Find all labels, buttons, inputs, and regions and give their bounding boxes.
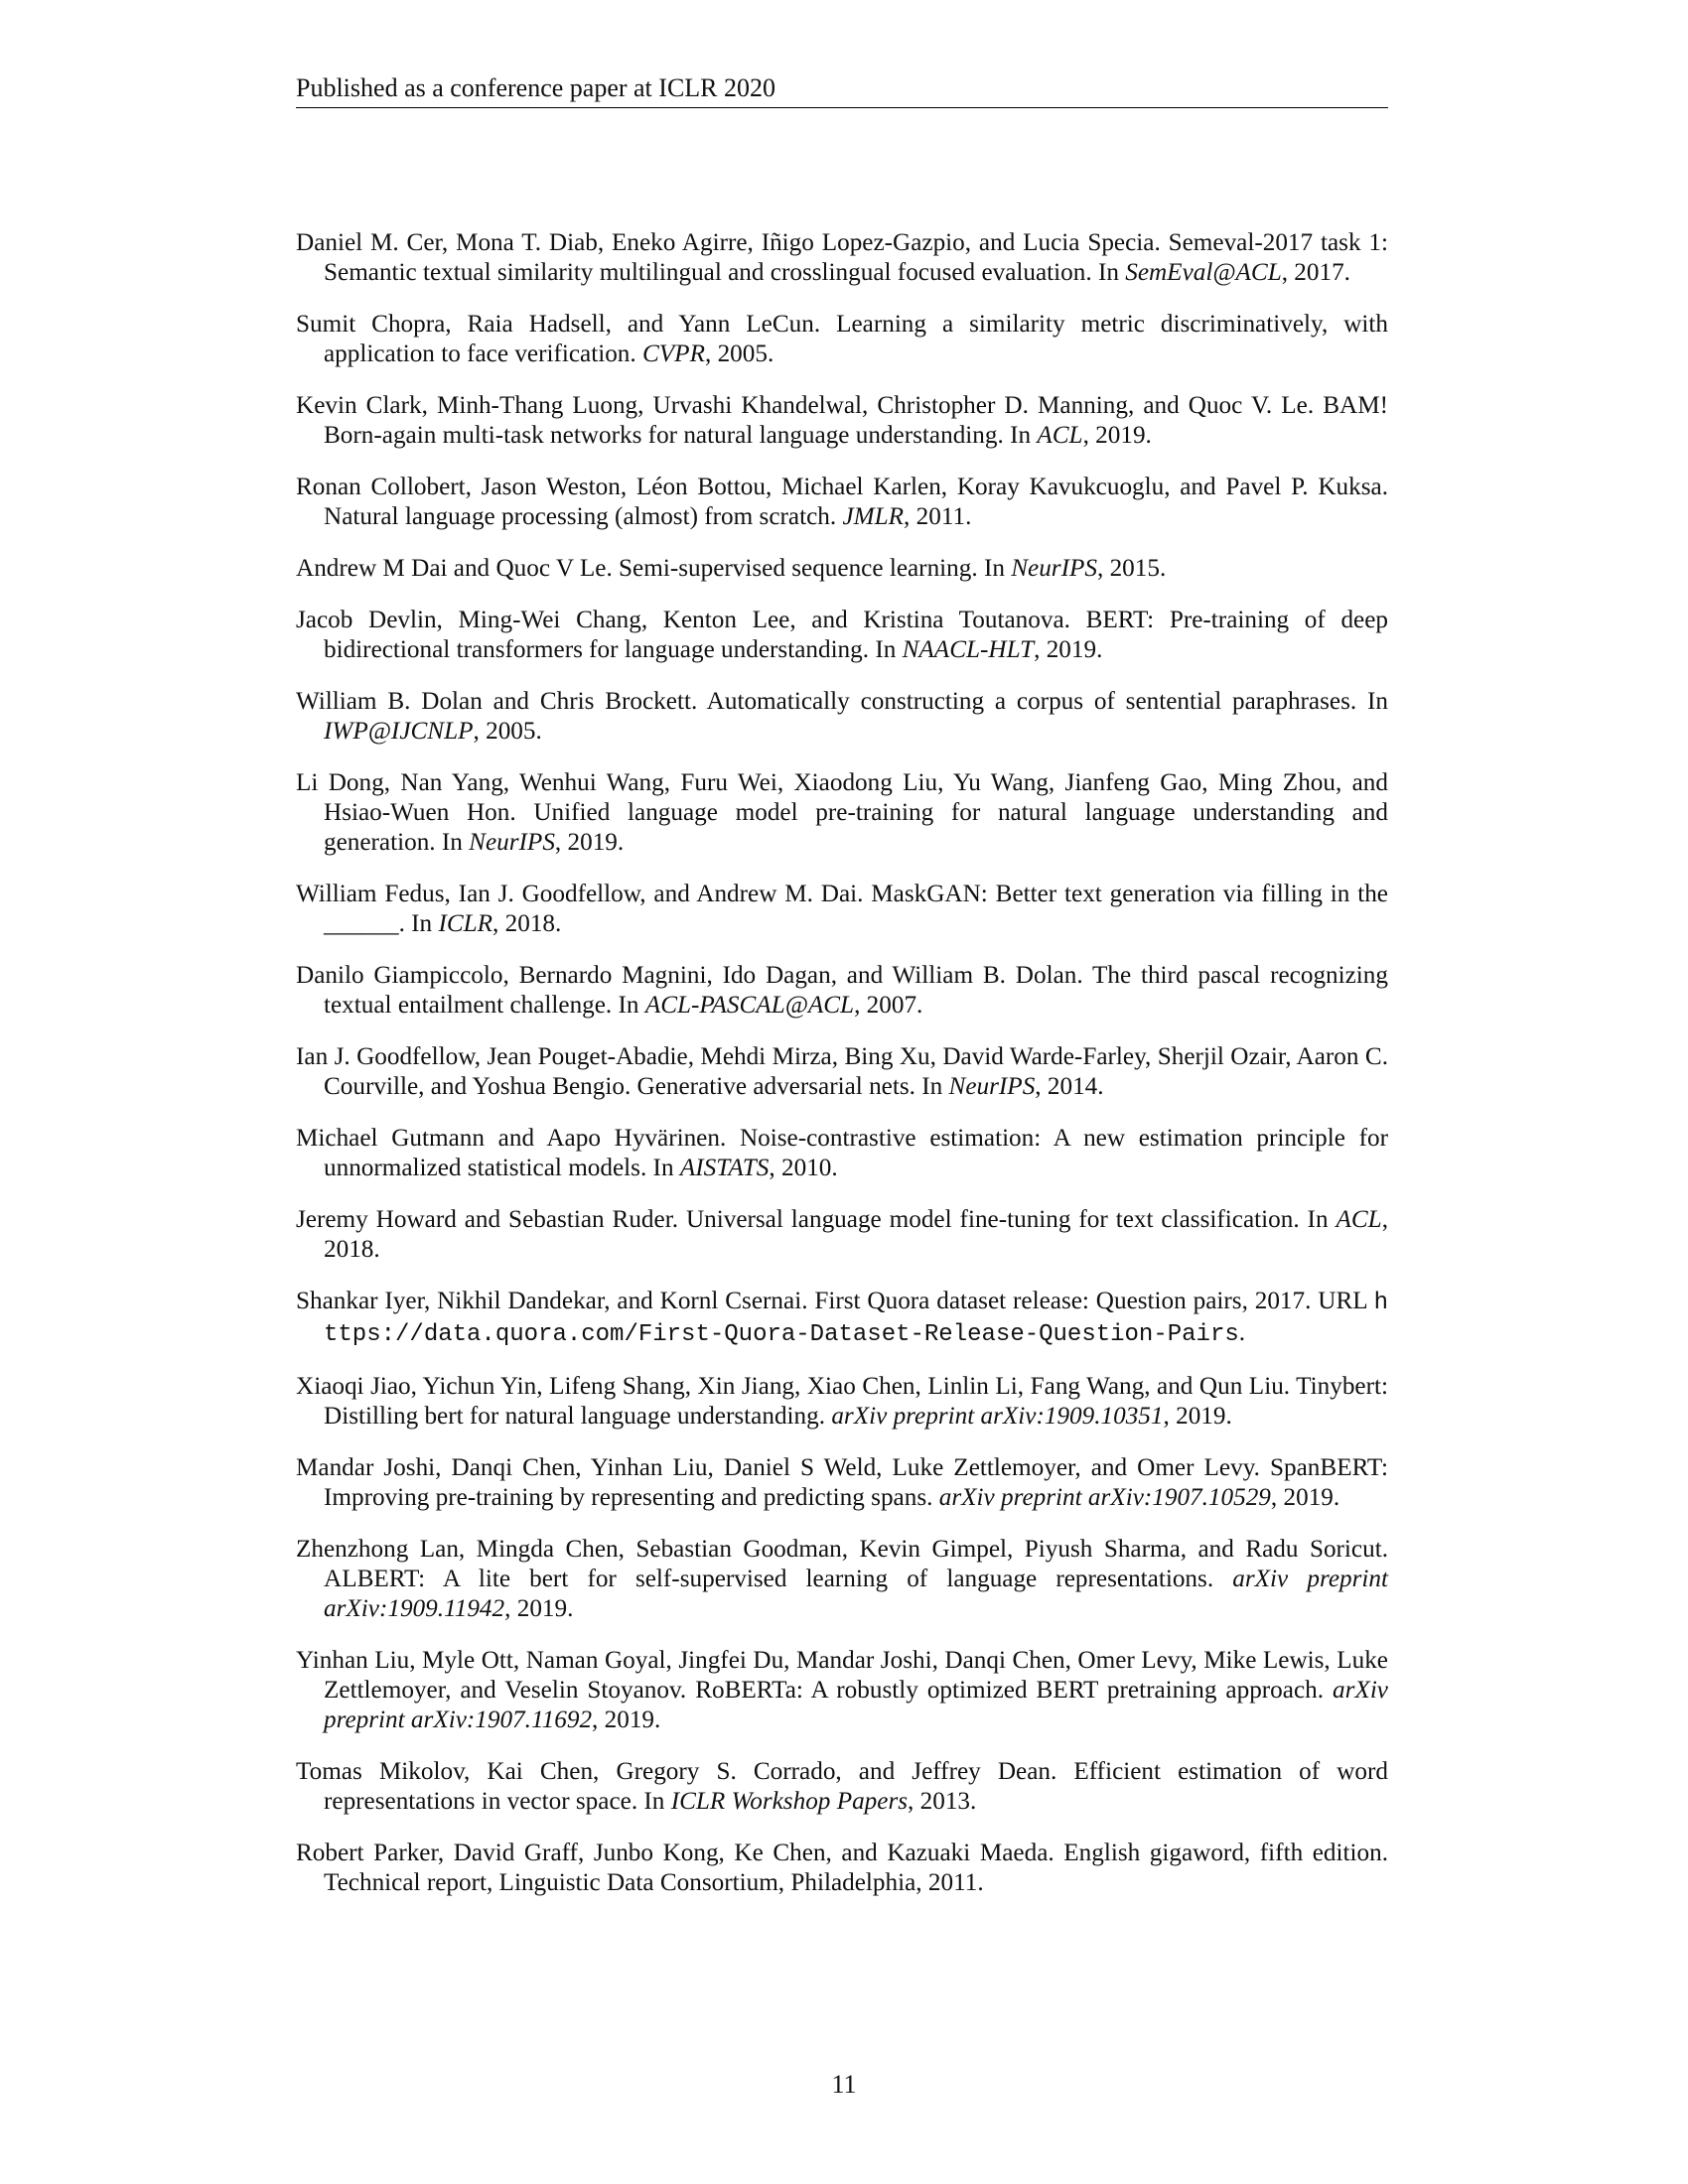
reference-entry: Ian J. Goodfellow, Jean Pouget-Abadie, Mehdi Mirza, Bing Xu, David Warde-Farley, Sherjil Ozair, Aaron C. Courville, and Yoshua Bengio. Generative adversarial nets. In NeurIPS, 2014. xyxy=(296,1043,1388,1100)
reference-entry: Yinhan Liu, Myle Ott, Naman Goyal, Jingfei Du, Mandar Joshi, Danqi Chen, Omer Levy, Mike Lewis, Luke Zettlemoyer, and Veselin Stoyanov. RoBERTa: A robustly optimized BERT pretraining approach. arXiv preprint arXiv:1907.11692, 2019. xyxy=(296,1647,1388,1733)
reference-entry: Michael Gutmann and Aapo Hyvärinen. Noise-contrastive estimation: A new estimation principle for unnormalized statistical models. In AISTATS, 2010. xyxy=(296,1125,1388,1181)
reference-entry: Sumit Chopra, Raia Hadsell, and Yann LeCun. Learning a similarity metric discriminatively, with application to face verification. CVPR, 2005. xyxy=(296,311,1388,367)
reference-entry: William B. Dolan and Chris Brockett. Automatically constructing a corpus of sentential paraphrases. In IWP@IJCNLP, 2005. xyxy=(296,688,1388,745)
reference-entry: Jeremy Howard and Sebastian Ruder. Universal language model fine-tuning for text classification. In ACL, 2018. xyxy=(296,1206,1388,1263)
reference-entry-quora: Shankar Iyer, Nikhil Dandekar, and Kornl Csernai. First Quora dataset release: Question pairs, 2017. URL https://data.quora.com/First-Quora-Dataset-Release-Question-Pairs. xyxy=(296,1288,1388,1348)
references-list xyxy=(296,228,1388,1920)
reference-url-link[interactable]: https://data.quora.com/First-Quora-Dataset-Release-Question-Pairs xyxy=(324,1290,1388,1348)
reference-entry: Jacob Devlin, Ming-Wei Chang, Kenton Lee, and Kristina Toutanova. BERT: Pre-training of deep bidirectional transformers for language understanding. In NAACL-HLT, 2019. xyxy=(296,607,1388,663)
reference-entry: Li Dong, Nan Yang, Wenhui Wang, Furu Wei, Xiaodong Liu, Yu Wang, Jianfeng Gao, Ming Zhou, and Hsiao-Wuen Hon. Unified language model pre-training for natural language understanding and generation. In NeurIPS, 2019. xyxy=(296,769,1388,856)
reference-entry: William Fedus, Ian J. Goodfellow, and Andrew M. Dai. MaskGAN: Better text generation via filling in the ______. In ICLR, 2018. xyxy=(296,881,1388,937)
running-header: Published as a conference paper at ICLR 2020 xyxy=(296,71,1388,108)
reference-entry: Daniel M. Cer, Mona T. Diab, Eneko Agirre, Iñigo Lopez-Gazpio, and Lucia Specia. Semeval-2017 task 1: Semantic textual similarity multilingual and crosslingual focused evaluation. In SemEval@ACL, 2017. xyxy=(296,229,1388,286)
reference-entry: Andrew M Dai and Quoc V Le. Semi-supervised sequence learning. In NeurIPS, 2015. xyxy=(296,555,1167,582)
reference-entry: Xiaoqi Jiao, Yichun Yin, Lifeng Shang, Xin Jiang, Xiao Chen, Linlin Li, Fang Wang, and Qun Liu. Tinybert: Distilling bert for natural language understanding. arXiv preprint arXiv:1909.10351, 2019. xyxy=(296,1373,1388,1430)
reference-entry: Danilo Giampiccolo, Bernardo Magnini, Ido Dagan, and William B. Dolan. The third pascal recognizing textual entailment challenge. In ACL-PASCAL@ACL, 2007. xyxy=(296,962,1388,1019)
reference-entry: Robert Parker, David Graff, Junbo Kong, Ke Chen, and Kazuaki Maeda. English gigaword, fifth edition. Technical report, Linguistic Data Consortium, Philadelphia, 2011. xyxy=(296,1840,1388,1896)
reference-entry: Kevin Clark, Minh-Thang Luong, Urvashi Khandelwal, Christopher D. Manning, and Quoc V. Le. BAM! Born-again multi-task networks for natural language understanding. In ACL, 2019. xyxy=(296,392,1388,449)
reference-entry: Ronan Collobert, Jason Weston, Léon Bottou, Michael Karlen, Koray Kavukcuoglu, and Pavel P. Kuksa. Natural language processing (almost) from scratch. JMLR, 2011. xyxy=(296,474,1388,530)
reference-entry: Zhenzhong Lan, Mingda Chen, Sebastian Goodman, Kevin Gimpel, Piyush Sharma, and Radu Soricut. ALBERT: A lite bert for self-supervised learning of language representations. arXiv preprint arXiv:1909.11942, 2019. xyxy=(296,1536,1388,1622)
reference-entry: Mandar Joshi, Danqi Chen, Yinhan Liu, Daniel S Weld, Luke Zettlemoyer, and Omer Levy. SpanBERT: Improving pre-training by representing and predicting spans. arXiv preprint arXiv:1907.10529, 2019. xyxy=(296,1454,1388,1511)
reference-entry: Tomas Mikolov, Kai Chen, Gregory S. Corrado, and Jeffrey Dean. Efficient estimation of word representations in vector space. In ICLR Workshop Papers, 2013. xyxy=(296,1758,1388,1815)
page-number: 11 xyxy=(831,2070,857,2099)
